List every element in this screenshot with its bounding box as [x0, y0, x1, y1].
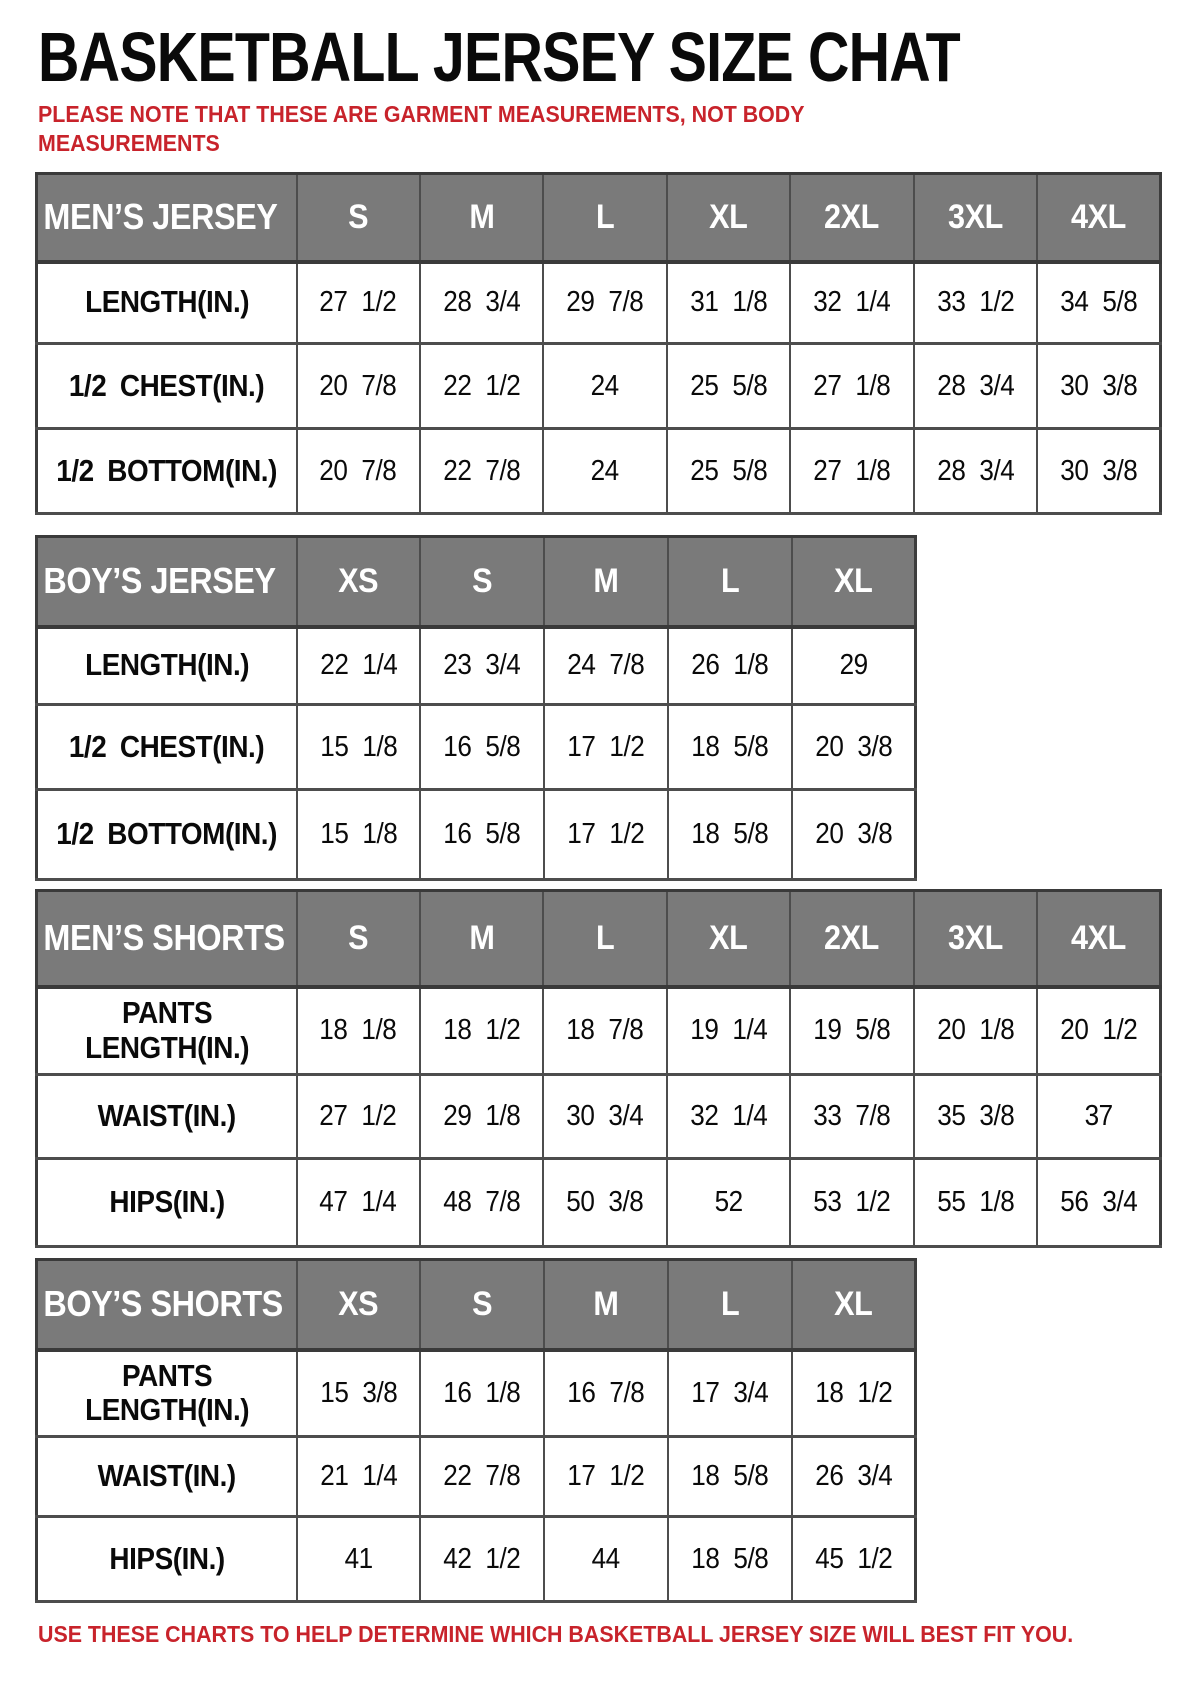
size-value: 20 7/8 — [297, 429, 420, 514]
size-header: 4XL — [1037, 891, 1160, 987]
row-label — [37, 1350, 297, 1437]
size-value: 34 5/8 — [1037, 262, 1160, 344]
size-value: 18 7/8 — [543, 987, 666, 1075]
size-value: 15 1/8 — [297, 705, 421, 790]
size-value: 53 1/2 — [790, 1159, 913, 1247]
size-header: M — [420, 174, 543, 262]
size-value: 55 1/8 — [914, 1159, 1037, 1247]
row-label: 1/2 BOTTOM(IN.) — [37, 790, 297, 880]
size-value: 18 5/8 — [668, 705, 792, 790]
size-value: 33 1/2 — [914, 262, 1037, 344]
size-value: 30 3/4 — [543, 1075, 666, 1159]
mens-shorts-table — [35, 889, 1162, 1248]
size-value: 31 1/8 — [667, 262, 790, 344]
size-value: 33 7/8 — [790, 1075, 913, 1159]
size-value: 20 3/8 — [792, 705, 916, 790]
note-text — [38, 100, 1200, 158]
size-value: 48 7/8 — [420, 1159, 543, 1247]
size-value: 19 5/8 — [790, 987, 913, 1075]
row-label-line-2: LENGTH(IN.) — [84, 1392, 249, 1428]
size-header: L — [668, 1260, 792, 1350]
size-value: 50 3/8 — [543, 1159, 666, 1247]
size-value: 19 1/4 — [667, 987, 790, 1075]
size-header: L — [543, 174, 666, 262]
size-value: 24 — [543, 429, 666, 514]
row-label: WAIST(IN.) — [37, 1437, 297, 1517]
size-value: 29 7/8 — [543, 262, 666, 344]
size-header: M — [544, 537, 668, 627]
size-value: 26 1/8 — [668, 627, 792, 705]
size-value: 27 1/2 — [297, 1075, 420, 1159]
size-value: 37 — [1037, 1075, 1160, 1159]
row-label: 1/2 CHEST(IN.) — [37, 705, 297, 790]
size-header: S — [297, 174, 420, 262]
size-value: 56 3/4 — [1037, 1159, 1160, 1247]
size-chart-page — [0, 18, 1200, 1701]
size-value: 18 1/2 — [792, 1350, 916, 1437]
size-value: 20 1/2 — [1037, 987, 1160, 1075]
size-value: 16 5/8 — [420, 705, 544, 790]
size-header: L — [668, 537, 792, 627]
table-title: MEN’S JERSEY — [37, 174, 297, 262]
row-label: LENGTH(IN.) — [37, 627, 297, 705]
boys-shorts-table — [35, 1258, 917, 1603]
size-header: XL — [792, 1260, 916, 1350]
size-value: 25 5/8 — [667, 429, 790, 514]
size-header: S — [420, 537, 544, 627]
row-label: WAIST(IN.) — [37, 1075, 297, 1159]
size-value: 28 3/4 — [914, 429, 1037, 514]
size-value: 29 — [792, 627, 916, 705]
size-value: 20 7/8 — [297, 344, 420, 429]
row-label: HIPS(IN.) — [37, 1159, 297, 1247]
boys-jersey-table — [35, 535, 917, 881]
size-value: 17 3/4 — [668, 1350, 792, 1437]
row-label-line-1: PANTS — [121, 1357, 212, 1393]
size-header: 2XL — [790, 891, 913, 987]
size-header: 4XL — [1037, 174, 1160, 262]
size-value: 22 7/8 — [420, 1437, 544, 1517]
size-value: 27 1/8 — [790, 429, 913, 514]
size-value: 15 3/8 — [297, 1350, 421, 1437]
size-header: 3XL — [914, 174, 1037, 262]
size-header: XL — [792, 537, 916, 627]
row-label: LENGTH(IN.) — [37, 262, 297, 344]
size-value: 18 5/8 — [668, 790, 792, 880]
size-value: 22 7/8 — [420, 429, 543, 514]
size-value: 22 1/2 — [420, 344, 543, 429]
size-value: 16 5/8 — [420, 790, 544, 880]
note-line-1: PLEASE NOTE THAT THESE ARE GARMENT MEASUREMENTS, NOT BODY — [38, 101, 805, 127]
size-value: 32 1/4 — [790, 262, 913, 344]
row-label-line-2: LENGTH(IN.) — [84, 1029, 249, 1065]
row-label: HIPS(IN.) — [37, 1517, 297, 1602]
size-value: 17 1/2 — [544, 1437, 668, 1517]
size-header: XS — [297, 537, 421, 627]
table-title: MEN’S SHORTS — [37, 891, 297, 987]
size-value: 27 1/2 — [297, 262, 420, 344]
size-header: L — [543, 891, 666, 987]
size-value: 47 1/4 — [297, 1159, 420, 1247]
row-label: 1/2 CHEST(IN.) — [37, 344, 297, 429]
row-label — [37, 987, 297, 1075]
size-value: 24 7/8 — [544, 627, 668, 705]
size-header: S — [420, 1260, 544, 1350]
row-label-line-1: PANTS — [121, 995, 212, 1031]
size-header: M — [544, 1260, 668, 1350]
size-value: 17 1/2 — [544, 705, 668, 790]
size-header: XS — [297, 1260, 421, 1350]
note-line-2: MEASUREMENTS — [38, 130, 220, 156]
size-value: 28 3/4 — [914, 344, 1037, 429]
table-title: BOY’S JERSEY — [37, 537, 297, 627]
size-value: 24 — [543, 344, 666, 429]
row-label: 1/2 BOTTOM(IN.) — [37, 429, 297, 514]
size-value: 21 1/4 — [297, 1437, 421, 1517]
size-value: 28 3/4 — [420, 262, 543, 344]
size-value: 20 1/8 — [914, 987, 1037, 1075]
size-header: S — [297, 891, 420, 987]
size-value: 17 1/2 — [544, 790, 668, 880]
size-value: 18 1/2 — [420, 987, 543, 1075]
size-value: 26 3/4 — [792, 1437, 916, 1517]
size-value: 20 3/8 — [792, 790, 916, 880]
table-title: BOY’S SHORTS — [37, 1260, 297, 1350]
size-value: 25 5/8 — [667, 344, 790, 429]
size-value: 16 7/8 — [544, 1350, 668, 1437]
mens-jersey-table — [35, 172, 1162, 515]
size-value: 27 1/8 — [790, 344, 913, 429]
size-value: 18 5/8 — [668, 1517, 792, 1602]
footer-text: USE THESE CHARTS TO HELP DETERMINE WHICH BASKETBALL JERSEY SIZE WILL BEST FIT YOU. — [38, 1621, 1074, 1647]
size-value: 44 — [544, 1517, 668, 1602]
size-header: XL — [667, 174, 790, 262]
size-value: 22 1/4 — [297, 627, 421, 705]
size-header: XL — [667, 891, 790, 987]
size-value: 29 1/8 — [420, 1075, 543, 1159]
size-header: 2XL — [790, 174, 913, 262]
size-value: 15 1/8 — [297, 790, 421, 880]
size-header: 3XL — [914, 891, 1037, 987]
size-value: 52 — [667, 1159, 790, 1247]
size-value: 45 1/2 — [792, 1517, 916, 1602]
size-header: M — [420, 891, 543, 987]
size-value: 18 5/8 — [668, 1437, 792, 1517]
size-value: 18 1/8 — [297, 987, 420, 1075]
size-value: 16 1/8 — [420, 1350, 544, 1437]
size-value: 32 1/4 — [667, 1075, 790, 1159]
size-value: 41 — [297, 1517, 421, 1602]
size-value: 23 3/4 — [420, 627, 544, 705]
page-title: BASKETBALL JERSEY SIZE CHAT — [38, 18, 960, 96]
size-value: 30 3/8 — [1037, 429, 1160, 514]
size-value: 42 1/2 — [420, 1517, 544, 1602]
size-value: 35 3/8 — [914, 1075, 1037, 1159]
size-value: 30 3/8 — [1037, 344, 1160, 429]
